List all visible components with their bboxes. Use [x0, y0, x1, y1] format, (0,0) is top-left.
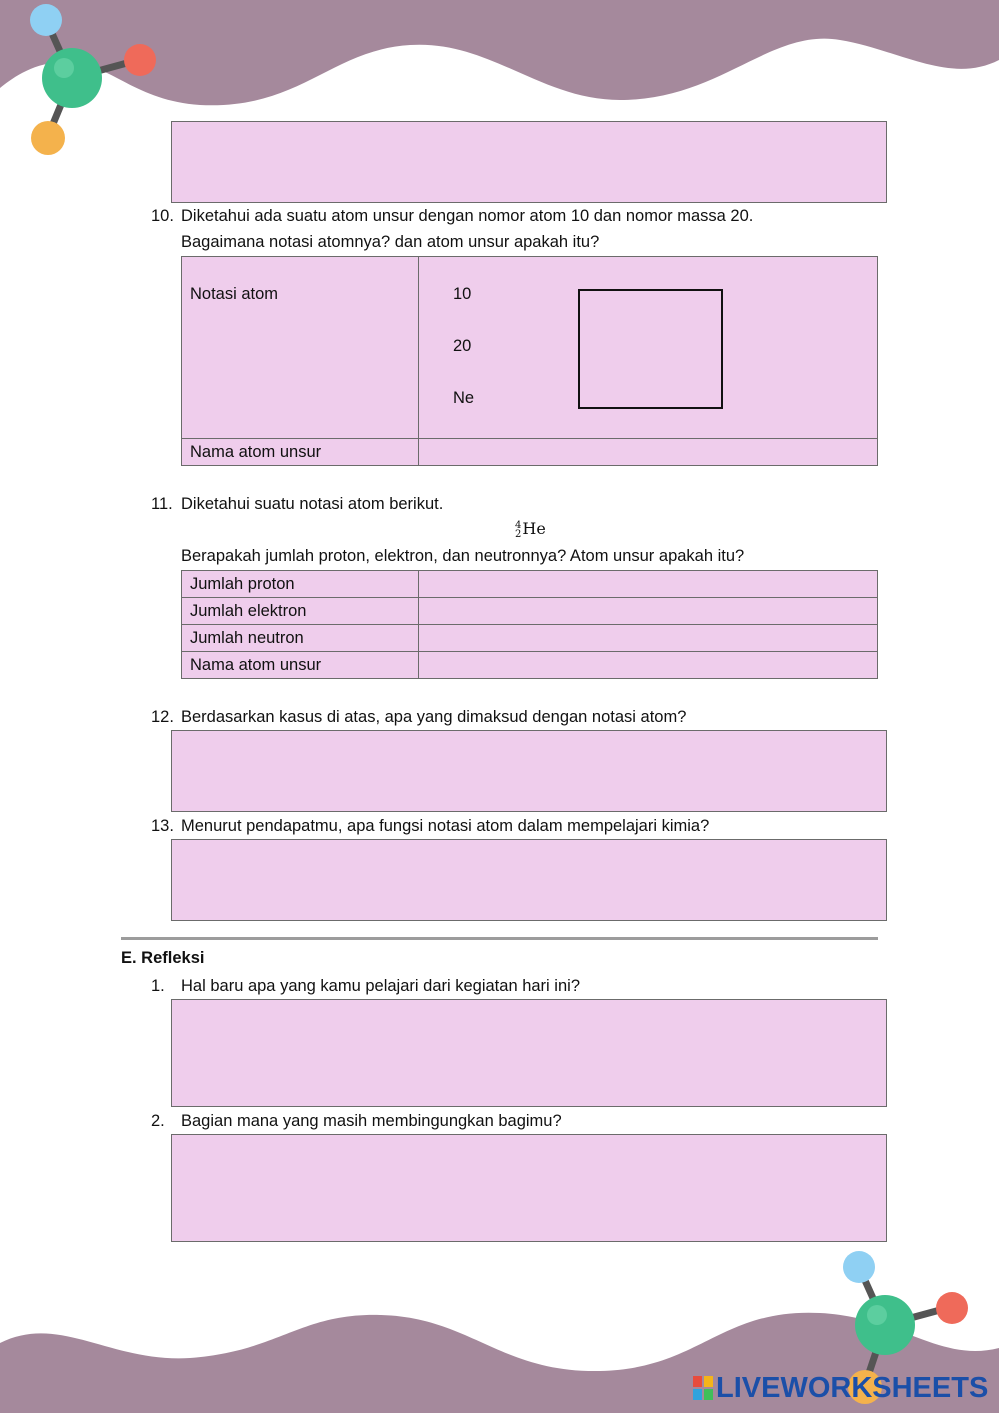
row-label-proton: Jumlah proton — [182, 571, 419, 598]
question-13-text: Menurut pendapatmu, apa fungsi notasi atom dalam mempelajari kimia? — [181, 817, 710, 835]
answer-textarea-reflection-1[interactable] — [172, 1000, 886, 1106]
question-10-subtext: Bagaimana notasi atomnya? dan atom unsur apakah itu? — [181, 233, 600, 251]
row-label-element-name: Nama atom unsur — [182, 652, 419, 679]
section-divider — [121, 937, 878, 940]
proton-input[interactable] — [419, 571, 877, 597]
reflection-heading: E. Refleksi — [121, 949, 205, 967]
notation-label: Notasi atom — [182, 257, 419, 439]
mass-number-value: 20 — [453, 337, 472, 355]
notation-table-q10 — [181, 256, 878, 466]
reflection-question-2: Bagian mana yang masih membingungkan bagimu? — [181, 1112, 562, 1130]
answer-box-reflection-2[interactable] — [171, 1134, 887, 1242]
question-11-text: Diketahui suatu notasi atom berikut. — [181, 495, 444, 513]
reflection-number-1: 1. — [151, 977, 165, 995]
element-name-label: Nama atom unsur — [182, 439, 419, 466]
neutron-input[interactable] — [419, 625, 877, 651]
he-mass-number: 4 — [515, 519, 522, 531]
reflection-number-2: 2. — [151, 1112, 165, 1130]
reflection-question-1: Hal baru apa yang kamu pelajari dari kegiatan hari ini? — [181, 977, 580, 995]
he-atomic-number: 2 — [515, 528, 522, 540]
answer-textarea-q13[interactable] — [172, 840, 886, 920]
electron-input[interactable] — [419, 598, 877, 624]
question-10-text: Diketahui ada suatu atom unsur dengan nomor atom 10 dan nomor massa 20. — [181, 207, 754, 225]
atomic-number-value: 10 — [453, 285, 472, 303]
question-number-10: 10. — [151, 207, 174, 225]
helium-notation — [515, 519, 546, 539]
answer-textarea-reflection-2[interactable] — [172, 1135, 886, 1241]
answer-box-reflection-1[interactable] — [171, 999, 887, 1107]
answer-box-q9[interactable] — [171, 121, 887, 203]
question-number-12: 12. — [151, 708, 174, 726]
answer-cell-neutron[interactable] — [419, 625, 878, 652]
notation-drop-zone[interactable] — [578, 289, 723, 409]
answer-cell-element-name[interactable] — [419, 652, 878, 679]
question-number-11: 11. — [151, 495, 173, 513]
element-name-input-q10[interactable] — [419, 439, 877, 465]
particle-table-q11 — [181, 570, 878, 679]
question-12-text: Berdasarkan kasus di atas, apa yang dimaksud dengan notasi atom? — [181, 708, 687, 726]
question-11-subtext: Berapakah jumlah proton, elektron, dan neutronnya? Atom unsur apakah itu? — [181, 547, 745, 565]
answer-cell-proton[interactable] — [419, 571, 878, 598]
answer-box-q12[interactable] — [171, 730, 887, 812]
element-name-input-q11[interactable] — [419, 652, 877, 678]
molecule-icon — [20, 0, 170, 160]
element-symbol-value: Ne — [453, 389, 475, 407]
he-symbol: He — [522, 519, 546, 538]
row-label-electron: Jumlah elektron — [182, 598, 419, 625]
answer-cell-electron[interactable] — [419, 598, 878, 625]
row-label-neutron: Jumlah neutron — [182, 625, 419, 652]
answer-textarea-q9[interactable] — [172, 122, 886, 202]
element-name-cell[interactable] — [419, 439, 878, 466]
liveworksheets-logo-icon — [693, 1376, 713, 1400]
answer-textarea-q12[interactable] — [172, 731, 886, 811]
question-number-13: 13. — [151, 817, 174, 835]
answer-box-q13[interactable] — [171, 839, 887, 921]
liveworksheets-brand[interactable]: LIVEWORKSHEETS — [716, 1372, 989, 1404]
